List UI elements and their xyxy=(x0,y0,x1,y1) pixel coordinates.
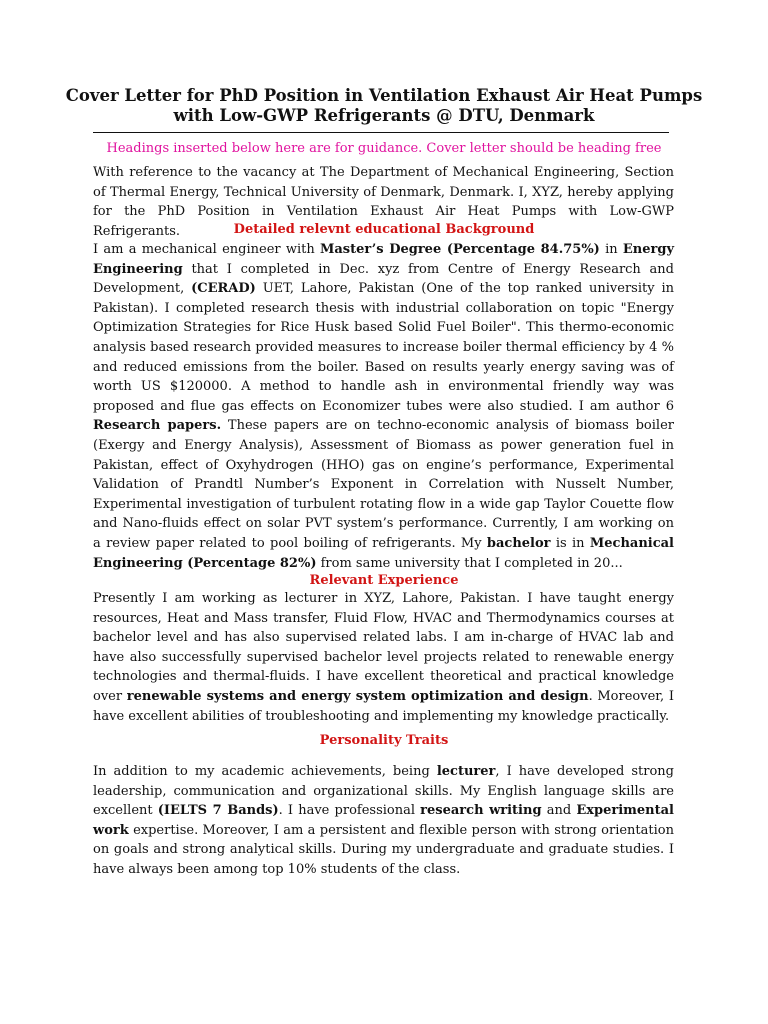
education-heading: Detailed relevnt educational Background xyxy=(233,222,535,237)
education-bold: (CERAD) xyxy=(191,281,256,297)
education-text: I am a mechanical engineer with xyxy=(93,242,320,257)
education-bold: Energy Engineering xyxy=(93,242,674,277)
title-underline xyxy=(93,132,669,133)
education-bold: bachelor xyxy=(486,535,551,551)
education-bold: Mechanical Engineering (Percentage 82%) xyxy=(93,535,674,571)
personality-text: expertise. Moreover, I am a persistent and flexible person with strong orientation on goals and strong analytical skills. During my undergraduate and graduate studies. I have always been among top 10% students of the class. xyxy=(93,822,674,877)
education-text: These papers are on techno-economic analysis of biomass boiler (Exergy and Energy Analysis), Assessment of Biomass as power generation fuel in Pakistan, effect of Oxyhydrogen (HHO) gas on engine’s performance, Experimental Validation of Prandtl Number’s Exponent in Correlation with Nusselt Number, Experimental investigation of turbulent rotating flow in a wide gap Taylor Couette flow and Nano-fluids effect on solar PVT system’s performance. Currently, I am working on a review paper related to pool boiling of refrigerants. My xyxy=(93,418,674,551)
document-title xyxy=(60,86,708,126)
personality-paragraph xyxy=(93,762,674,880)
personality-text: and xyxy=(541,803,577,819)
experience-bold: renewable systems and energy system optimization and design xyxy=(126,688,589,704)
education-text: from same university that I completed in 20... xyxy=(316,555,623,571)
education-bold: Research papers. xyxy=(93,418,222,434)
experience-paragraph xyxy=(93,589,674,726)
education-paragraph xyxy=(93,240,674,573)
personality-bold: research writing xyxy=(420,803,542,819)
personality-text: . I have professional xyxy=(278,803,421,819)
personality-bold: (IELTS 7 Bands) xyxy=(157,803,279,819)
education-text: in xyxy=(599,242,623,257)
education-bold: Master’s Degree (Percentage 84.75%) xyxy=(319,242,600,257)
title-line-2: with Low-GWP Refrigerants @ DTU, Denmark xyxy=(173,106,595,125)
intro-paragraph: With reference to the vacancy at The Department of Mechanical Engineering, Section of Thermal Energy, Technical University of Denmark, Denmark. I, XYZ, hereby applying for the PhD Position in Ventilation Exhaust Air Heat Pumps with Low-GWP Refrigerants. xyxy=(93,165,674,239)
guidance-note: Headings inserted below here are for guidance. Cover letter should be heading free xyxy=(106,141,662,156)
personality-bold: Experimental work xyxy=(93,803,674,838)
personality-heading: Personality Traits xyxy=(319,733,449,748)
education-text: UET, Lahore, Pakistan (One of the top ranked university in Pakistan). I completed research thesis with industrial collaboration on topic "Energy Optimization Strategies for Rice Husk based Solid Fuel Boiler". This thermo-economic analysis based research provided measures to increase boiler thermal efficiency by 4 % and reduced emissions from the boiler. Based on results yearly energy saving was of worth US $120000. A method to handle ash in environmental friendly way was proposed and flue gas effects on Economizer tubes were also studied. I am author 6 xyxy=(93,281,674,414)
personality-bold: lecturer xyxy=(436,764,496,779)
personality-text: In addition to my academic achievements, being xyxy=(93,764,437,779)
personality-text: , I have developed strong leadership, communication and organizational skills. My English language skills are excellent xyxy=(93,764,675,819)
education-text: is in xyxy=(550,535,590,551)
experience-text: Presently I am working as lecturer in XYZ, Lahore, Pakistan. I have taught energy resources, Heat and Mass transfer, Fluid Flow, HVAC and Thermodynamics courses at bachelor level and has also supervised related labs. I am in-charge of HVAC lab and have also successfully supervised bachelor level projects related to renewable energy technologies and thermal-fluids. I have excellent theoretical and practical knowledge over xyxy=(93,591,674,704)
experience-text: . Moreover, I have excellent abilities of troubleshooting and implementing my knowledge practically. xyxy=(93,688,674,724)
experience-heading: Relevant Experience xyxy=(309,573,459,588)
title-line-1: Cover Letter for PhD Position in Ventilation Exhaust Air Heat Pumps xyxy=(65,86,703,105)
education-text: that I completed in Dec. xyz from Centre of Energy Research and Development, xyxy=(93,261,674,297)
